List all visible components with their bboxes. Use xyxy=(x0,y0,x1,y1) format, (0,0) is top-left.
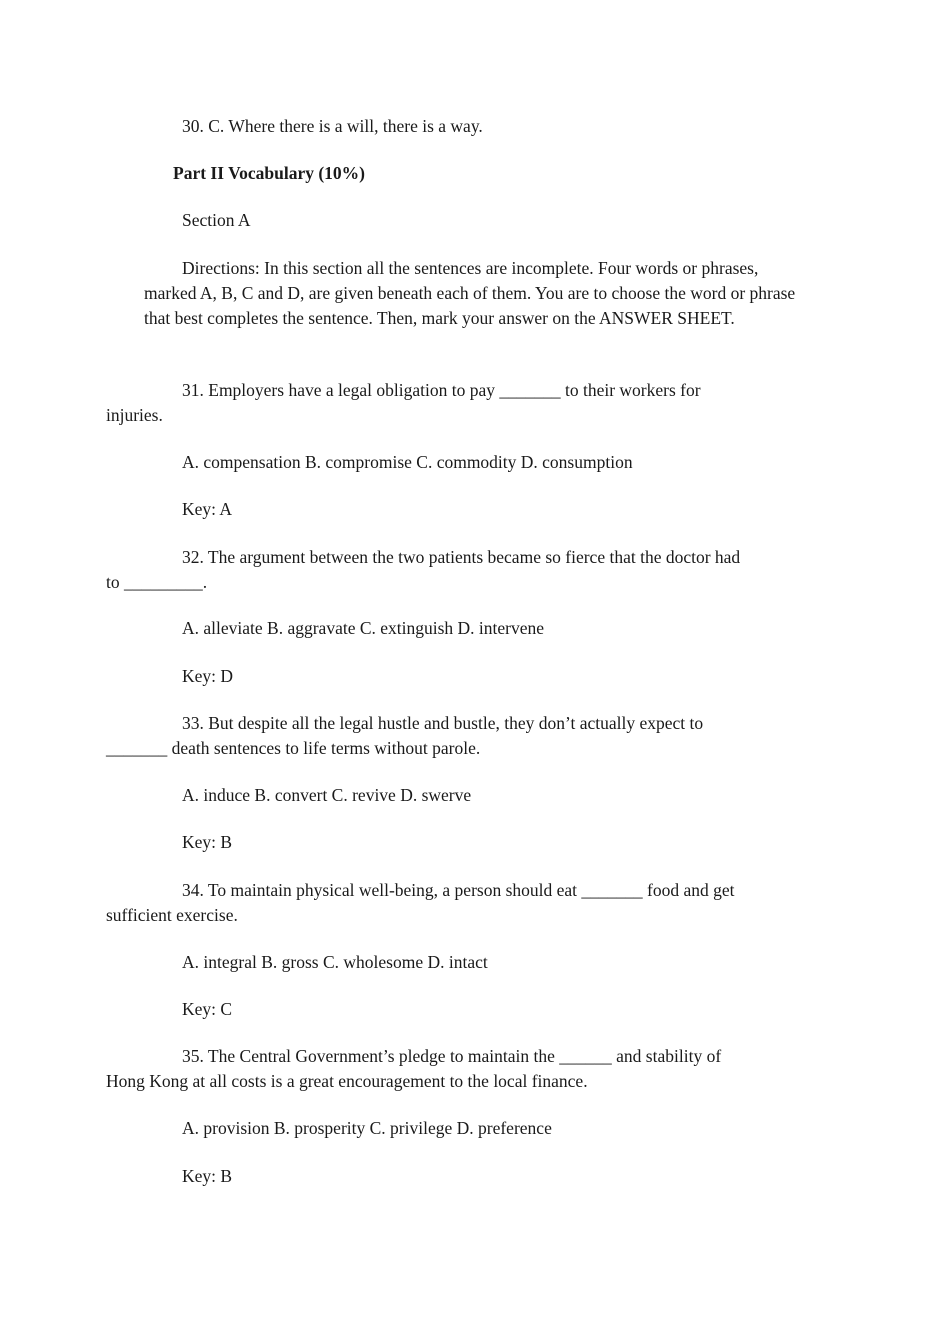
question-33-options: A. induce B. convert C. revive D. swerve xyxy=(182,785,472,805)
question-32-key: Key: D xyxy=(182,666,234,686)
question-34-options: A. integral B. gross C. wholesome D. intact xyxy=(182,952,488,972)
question-33-stem-line1: 33. But despite all the legal hustle and bustle, they don’t actually expect to xyxy=(182,713,704,733)
directions-text: Directions: In this section all the sentences are incomplete. Four words or phrases, marked A, B, C and D, are given beneath each of them. You are to choose the word or phrase that best completes the sentence. Then, mark your answer on the ANSWER SHEET. xyxy=(144,258,796,328)
question-32-stem xyxy=(106,545,800,595)
question-31-options: A. compensation B. compromise C. commodity D. consumption xyxy=(182,452,633,472)
question-34-stem-line1: 34. To maintain physical well-being, a person should eat _______ food and get xyxy=(182,880,735,900)
question-35-stem xyxy=(106,1044,800,1094)
part-heading: Part II Vocabulary (10%) xyxy=(173,163,366,183)
question-32-stem-line2: to _________. xyxy=(106,572,208,592)
question-35-stem-line2: Hong Kong at all costs is a great encouragement to the local finance. xyxy=(106,1071,588,1091)
question-35-stem-line1: 35. The Central Government’s pledge to maintain the ______ and stability of xyxy=(182,1046,722,1066)
question-32-options: A. alleviate B. aggravate C. extinguish D. intervene xyxy=(182,618,545,638)
question-34-stem xyxy=(106,878,800,928)
question-31-stem-line2: injuries. xyxy=(106,405,163,425)
question-35-key: Key: B xyxy=(182,1166,233,1186)
question-34-stem-line2: sufficient exercise. xyxy=(106,905,238,925)
question-32-stem-line1: 32. The argument between the two patients became so fierce that the doctor had xyxy=(182,547,741,567)
question-31-stem xyxy=(106,378,800,428)
question-33-key: Key: B xyxy=(182,832,233,852)
question-35-options: A. provision B. prosperity C. privilege D. preference xyxy=(182,1118,552,1138)
question-34-key: Key: C xyxy=(182,999,233,1019)
section-label: Section A xyxy=(182,210,251,230)
answer-30: 30. C. Where there is a will, there is a way. xyxy=(182,116,483,136)
question-31-key: Key: A xyxy=(182,499,233,519)
question-33-stem-line2: _______ death sentences to life terms without parole. xyxy=(106,738,481,758)
question-33-stem xyxy=(106,711,800,761)
question-31-stem-line1: 31. Employers have a legal obligation to pay _______ to their workers for xyxy=(182,380,701,400)
